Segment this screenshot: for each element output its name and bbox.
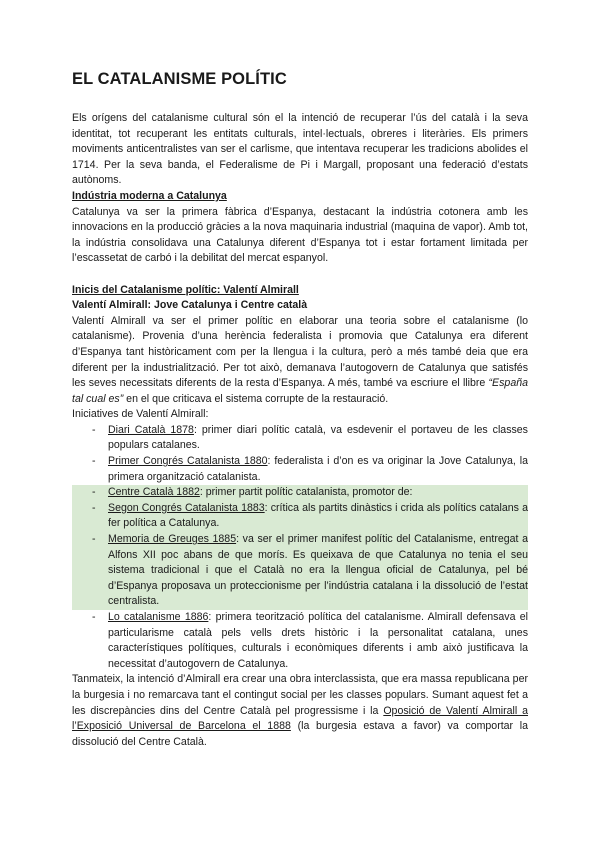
- dash-bullet: -: [92, 455, 96, 468]
- spacer: [72, 267, 528, 283]
- initiative-desc: : primer partit polític catalanista, promotor de:: [199, 486, 413, 499]
- section-heading-industria: Indústria moderna a Catalunya: [72, 189, 227, 202]
- list-item: [72, 423, 528, 454]
- initiative-desc: : primera teorització política del catalanisme. Almirall defensava el particularisme català pels vells drets històric i la personalitat catalana, unes característiques polítiques, culturals i econòmiques diferents i amb això justificava la necessitat d’autogovern de Catalunya.: [108, 611, 528, 670]
- subheading-almirall: Valentí Almirall: Jove Catalunya i Centre català: [72, 299, 308, 312]
- almirall-text-before: Valentí Almirall va ser el primer polític en elaborar una teoria sobre el catalanisme (lo catalanisme). Provenia d’una herència federalista i promovia que Catalunya era diferent d’Espanya tant històricament com per la llengua i la cultura, però a més també deia que era diferent per la industrialització. Per tot això, demanava l’autogovern de Catalunya que satisfés les seves necessitats diferents de la resta d’Espanya. A més, també va escriure el llibre: [72, 314, 528, 390]
- book-title: “España tal cual es”: [72, 377, 528, 405]
- initiative-name: Memoria de Greuges 1885: [108, 533, 237, 546]
- initiative-desc: : va ser el primer manifest polític del Catalanisme, entregat a Alfons XII poc abans de que morís. Es queixava de que Catalunya no tenia el seu sistema tradicional i que el Català no era la llengua oficial de Catalunya, pel bé d’Espanya proposava un proteccionisme per l’indústria catalana i la dissolució de l’estat centralista.: [108, 533, 528, 608]
- document-page: [72, 70, 528, 750]
- section-heading-inicis: Inicis del Catalanisme polític: Valentí Almirall: [72, 283, 299, 296]
- initiative-name: Diari Català 1878: [108, 423, 194, 436]
- dash-bullet: -: [92, 533, 96, 546]
- initiative-desc: : primer diari polític català, va esdevenir el portaveu de les classes populars catalanes.: [108, 423, 528, 452]
- list-item: [72, 485, 528, 501]
- dash-bullet: -: [92, 423, 96, 436]
- dash-bullet: -: [92, 611, 96, 623]
- list-item: [72, 610, 528, 672]
- dash-bullet: -: [92, 486, 96, 499]
- almirall-text-after: en el que criticava el sistema corrupte de la restauració.: [123, 392, 389, 405]
- closing-text-after: (la burgesia estava a favor) va comportar la dissolució del Centre Català.: [72, 720, 529, 748]
- closing-text-before: Tanmateix, la intenció d’Almirall era crear una obra interclassista, que era massa republicana per la burgesia i no remarcava tant el contingut social per les classes populars. Sumant aquest fet a les discrepàncies dins del Centre Català pel progressisme i la: [72, 673, 528, 717]
- document-title: EL CATALANISME POLÍTIC: [72, 70, 287, 88]
- dash-bullet: -: [92, 501, 96, 514]
- initiative-desc: : federalista i d’on es va originar la Jove Catalunya, la primera organització catalanista.: [108, 455, 528, 483]
- list-item: [72, 501, 528, 532]
- initiatives-list: [72, 423, 528, 673]
- list-item: [72, 532, 528, 610]
- almirall-paragraph: [72, 314, 528, 408]
- intro-paragraph: Els orígens del catalanisme cultural són el la intenció de recuperar l’ús del català i la seva identitat, tot recuperant les entitats culturals, intel·lectuals, obreres i literàries. Els primers moviments anticentralistes van ser el carlisme, que intentava recuperar les tradicions abolides el 1714. Per la seva banda, el Federalisme de Pi i Margall, proposant una federació d’estats autònoms.: [72, 112, 528, 187]
- initiative-name: Lo catalanisme 1886: [108, 611, 209, 623]
- initiatives-label: Iniciatives de Valentí Almirall:: [72, 408, 209, 421]
- list-item: [72, 454, 528, 485]
- initiative-desc: : crítica als partits dinàstics i crida als polítics catalans a fer política a Catalunya.: [108, 501, 528, 530]
- closing-paragraph: [72, 672, 528, 750]
- closing-underlined-text: Oposició de Valentí Almirall a l’Exposició Universal de Barcelona el 1888: [72, 704, 529, 733]
- initiative-name: Primer Congrés Catalanista 1880: [108, 455, 268, 468]
- initiative-name: Segon Congrés Catalanista 1883: [108, 501, 265, 514]
- industria-paragraph: Catalunya va ser la primera fàbrica d’Espanya, destacant la indústria cotonera amb les innovacions en la producció gràcies a la nova maquinaria industrial (maquina de vapor). Amb tot, la indústria consolidava una Catalunya diferent d’Espanya tot i estar fortament limitada per l’escassetat de carbó i la debilitat del mercat espanyol.: [72, 205, 528, 265]
- initiative-name: Centre Català 1882: [108, 486, 200, 499]
